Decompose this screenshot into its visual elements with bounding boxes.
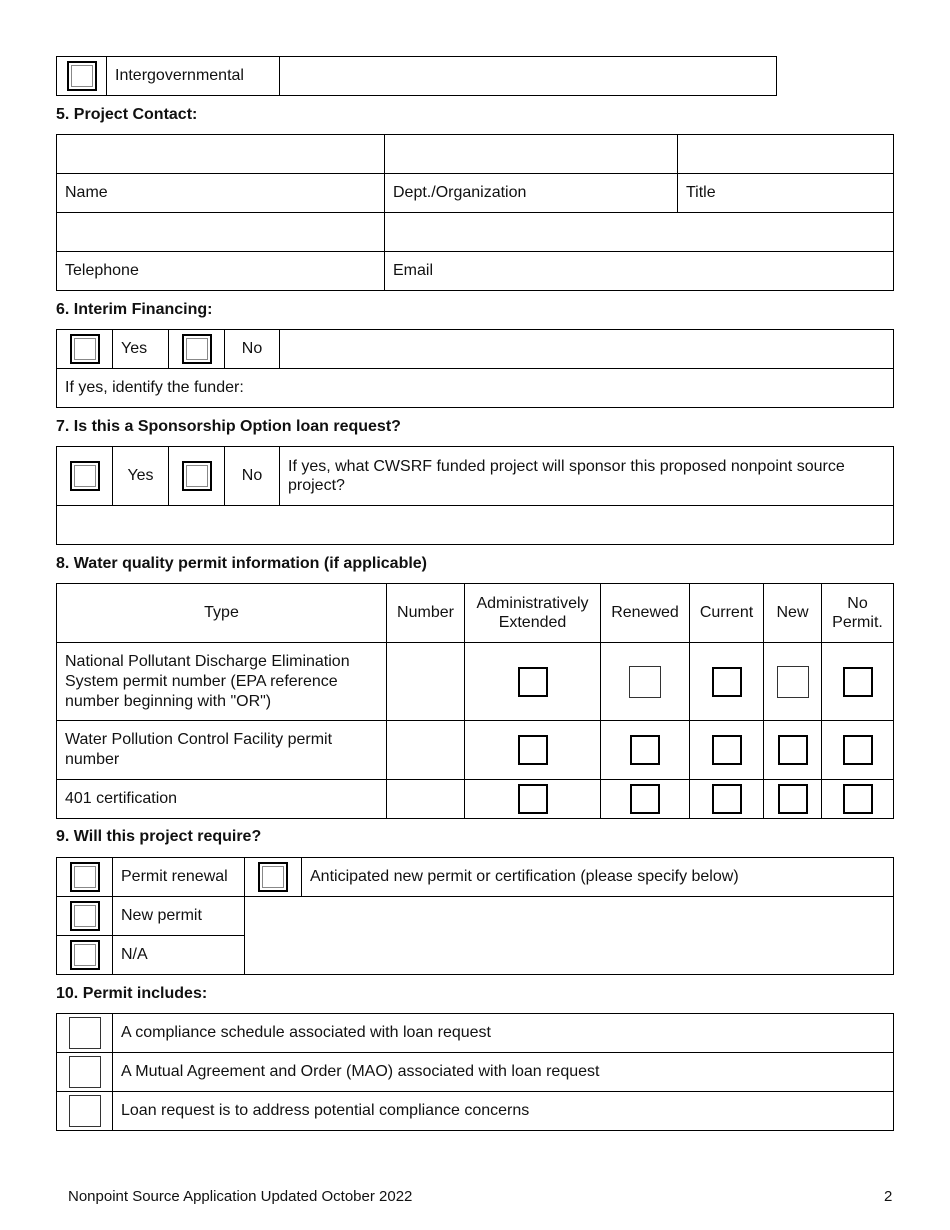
interim-yes-checkbox[interactable]	[70, 334, 100, 364]
wpcf-number-field[interactable]	[387, 721, 465, 780]
header-number: Number	[387, 584, 465, 643]
anticipated-label: Anticipated new permit or certification (please specify below)	[302, 858, 894, 897]
permit-renewal-checkbox[interactable]	[70, 862, 100, 892]
telephone-label: Telephone	[57, 252, 385, 291]
interim-blank	[280, 330, 894, 369]
wpcf-renewed-checkbox[interactable]	[630, 735, 660, 765]
compliance-schedule-label: A compliance schedule associated with loan request	[113, 1014, 894, 1053]
permit-info-table	[56, 583, 894, 819]
cert401-new-checkbox[interactable]	[778, 784, 808, 814]
dept-label: Dept./Organization	[385, 174, 678, 213]
intergovernmental-field[interactable]	[280, 57, 777, 96]
section6-title: 6. Interim Financing:	[56, 301, 213, 318]
interim-yes-label: Yes	[113, 330, 169, 369]
section7-title: 7. Is this a Sponsorship Option loan request?	[56, 418, 401, 435]
sponsor-project-field[interactable]	[57, 506, 894, 545]
sponsor-question: If yes, what CWSRF funded project will sponsor this proposed nonpoint source project?	[280, 447, 894, 506]
na-label: N/A	[113, 936, 245, 975]
npdes-nopermit-checkbox[interactable]	[843, 667, 873, 697]
npdes-label: National Pollutant Discharge Elimination System permit number (EPA reference number beginning with "OR")	[57, 643, 387, 721]
new-permit-label: New permit	[113, 897, 245, 936]
email-label: Email	[385, 252, 894, 291]
anticipated-checkbox[interactable]	[258, 862, 288, 892]
project-require-table	[56, 857, 894, 975]
cert401-nopermit-checkbox[interactable]	[843, 784, 873, 814]
section9-title: 9. Will this project require?	[56, 828, 262, 845]
npdes-current-checkbox[interactable]	[712, 667, 742, 697]
name-field[interactable]	[57, 135, 385, 174]
funder-field[interactable]: If yes, identify the funder:	[57, 369, 894, 408]
cert401-admin-checkbox[interactable]	[518, 784, 548, 814]
compliance-schedule-checkbox[interactable]	[69, 1017, 101, 1049]
interim-financing-table	[56, 329, 894, 408]
intergovernmental-label: Intergovernmental	[107, 57, 280, 96]
sponsor-no-label: No	[225, 447, 280, 506]
name-label: Name	[57, 174, 385, 213]
cert401-current-checkbox[interactable]	[712, 784, 742, 814]
mao-checkbox[interactable]	[69, 1056, 101, 1088]
header-renewed: Renewed	[601, 584, 690, 643]
footer-text: Nonpoint Source Application Updated October 2022	[68, 1188, 413, 1205]
cert401-number-field[interactable]	[387, 780, 465, 819]
wpcf-current-checkbox[interactable]	[712, 735, 742, 765]
wpcf-new-checkbox[interactable]	[778, 735, 808, 765]
header-admin-extended: Administratively Extended	[465, 584, 601, 643]
header-type: Type	[57, 584, 387, 643]
header-current: Current	[690, 584, 764, 643]
sponsor-yes-checkbox[interactable]	[70, 461, 100, 491]
intergovernmental-table	[56, 56, 777, 96]
mao-label: A Mutual Agreement and Order (MAO) associated with loan request	[113, 1053, 894, 1092]
interim-no-checkbox[interactable]	[182, 334, 212, 364]
npdes-number-field[interactable]	[387, 643, 465, 721]
npdes-new-checkbox[interactable]	[777, 666, 809, 698]
npdes-admin-checkbox[interactable]	[518, 667, 548, 697]
new-permit-checkbox[interactable]	[70, 901, 100, 931]
section10-title: 10. Permit includes:	[56, 985, 208, 1002]
permit-includes-table	[56, 1013, 894, 1131]
interim-no-label: No	[225, 330, 280, 369]
intergovernmental-checkbox[interactable]	[67, 61, 97, 91]
specify-field[interactable]	[245, 897, 894, 975]
project-contact-table	[56, 134, 894, 291]
compliance-concerns-label: Loan request is to address potential compliance concerns	[113, 1092, 894, 1131]
section8-title: 8. Water quality permit information (if applicable)	[56, 555, 428, 572]
wpcf-admin-checkbox[interactable]	[518, 735, 548, 765]
page-number: 2	[884, 1188, 893, 1205]
email-field[interactable]	[385, 213, 894, 252]
wpcf-label: Water Pollution Control Facility permit number	[57, 721, 387, 780]
sponsor-yes-label: Yes	[113, 447, 169, 506]
dept-field[interactable]	[385, 135, 678, 174]
na-checkbox[interactable]	[70, 940, 100, 970]
permit-renewal-label: Permit renewal	[113, 858, 245, 897]
compliance-concerns-checkbox[interactable]	[69, 1095, 101, 1127]
header-no-permit: No Permit.	[822, 584, 894, 643]
telephone-field[interactable]	[57, 213, 385, 252]
cert401-label: 401 certification	[57, 780, 387, 819]
title-label: Title	[678, 174, 894, 213]
sponsor-no-checkbox[interactable]	[182, 461, 212, 491]
sponsorship-table	[56, 446, 894, 545]
npdes-renewed-checkbox[interactable]	[629, 666, 661, 698]
title-field[interactable]	[678, 135, 894, 174]
cert401-renewed-checkbox[interactable]	[630, 784, 660, 814]
header-new: New	[764, 584, 822, 643]
wpcf-nopermit-checkbox[interactable]	[843, 735, 873, 765]
section5-title: 5. Project Contact:	[56, 106, 198, 123]
